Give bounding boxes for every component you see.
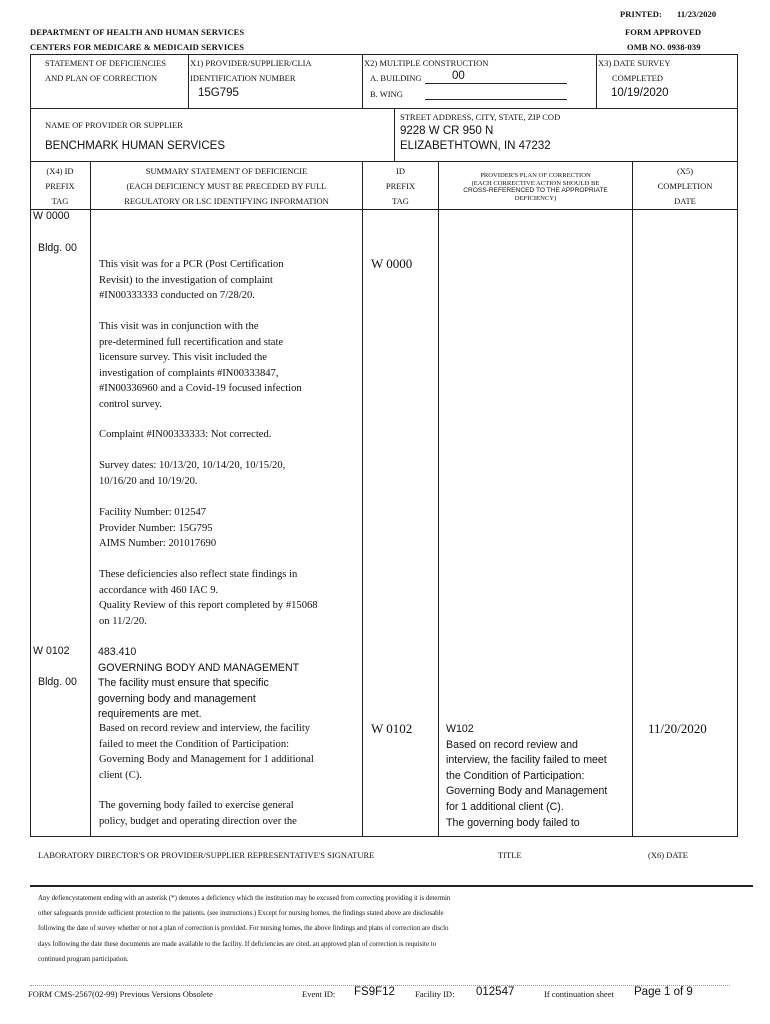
plan-header: PROVIDER'S PLAN OF CORRECTION xyxy=(480,172,591,179)
statement-label: STATEMENT OF DEFICIENCIES xyxy=(45,58,167,68)
wing-underline xyxy=(425,99,567,100)
signature-bottom-rule xyxy=(30,885,753,887)
form-number: FORM CMS-2567(02-99) Previous Versions Obsolete xyxy=(28,989,213,999)
x4-tag-header: TAG xyxy=(51,196,69,206)
regulation-text: 483.410 GOVERNING BODY AND MANAGEMENT The facility must ensure that specific governing body and management requirements are met. xyxy=(98,646,300,721)
x6-date-label: (X6) DATE xyxy=(648,850,688,860)
survey-date-value: 10/19/2020 xyxy=(611,87,669,99)
page-number: Page 1 of 9 xyxy=(634,986,693,998)
governing-body-paragraph: The governing body failed to exercise general policy, budget and operating direction over the xyxy=(99,800,297,827)
form-approved: FORM APPROVED xyxy=(625,27,702,37)
facility-numbers-paragraph: Facility Number: 012547 Provider Number: 15G795 AIMS Number: 201017690 xyxy=(99,507,217,550)
facility-id-value: 012547 xyxy=(476,986,515,998)
col-divider-2 xyxy=(362,161,363,836)
building-underline xyxy=(425,83,567,84)
plan-of-correction-label: AND PLAN OF CORRECTION xyxy=(45,73,158,83)
x1-label: X1) PROVIDER/SUPPLIER/CLIA xyxy=(190,58,312,68)
plan-subheader-2: CROSS-REFERENCED TO THE APPROPRIATE xyxy=(463,187,608,194)
address-line-2: ELIZABETHTOWN, IN 47232 xyxy=(400,140,551,152)
facility-id-label: Facility ID: xyxy=(415,989,455,999)
event-id-value: FS9F12 xyxy=(354,986,395,998)
col-divider-3 xyxy=(438,161,439,836)
tag-w0000-id: W 0000 xyxy=(371,256,413,271)
id-header: ID xyxy=(396,166,405,176)
summary-subheader-2: REGULATORY OR LSC IDENTIFYING INFORMATION xyxy=(124,196,329,206)
building-label: A. BUILDING xyxy=(370,73,422,83)
survey-dates-paragraph: Survey dates: 10/13/20, 10/14/20, 10/15/20, 10/16/20 and 10/19/20. xyxy=(99,460,286,487)
event-id-label: Event ID: xyxy=(302,989,336,999)
divider-x2 xyxy=(362,54,363,109)
column-header-bottom-border xyxy=(30,209,738,210)
signature-label: LABORATORY DIRECTOR'S OR PROVIDER/SUPPLIER REPRESENTATIVE'S SIGNATURE xyxy=(38,850,375,860)
top-box-top-border xyxy=(30,54,738,55)
date-header: DATE xyxy=(674,196,696,206)
state-findings-paragraph: These deficiencies also reflect state findings in accordance with 460 IAC 9. Quality Review of this report completed by #15068 on 11/2/20. xyxy=(99,569,318,627)
summary-header: SUMMARY STATEMENT OF DEFICIENCIE xyxy=(145,166,308,176)
printed-label: PRINTED: xyxy=(620,9,662,19)
top-box-middle-border xyxy=(30,108,738,109)
table-bottom-border xyxy=(30,836,738,837)
tag-w0102-id: W 0102 xyxy=(371,721,413,736)
id-tag-header: TAG xyxy=(392,196,409,206)
printed-date: 11/23/2020 xyxy=(677,9,717,19)
title-label: TITLE xyxy=(498,850,522,860)
survey-scope-paragraph: This visit was in conjunction with the pre-determined full recertification and state licensure survey. This visit included the investigation of complaints #IN00333847, #IN00336960 and a Covid-19 focused infection control survey. xyxy=(99,321,302,410)
wing-label: B. WING xyxy=(370,89,403,99)
address-line-1: 9228 W CR 950 N xyxy=(400,125,494,137)
divider-address xyxy=(394,108,395,162)
findings-paragraph: Based on record review and interview, the facility failed to meet the Condition of Participation: Governing Body and Management for 1 additional client (C). xyxy=(99,723,314,781)
divider-x1 xyxy=(188,54,189,109)
continuation-label: If continuation sheet xyxy=(544,989,614,999)
provider-name-value: BENCHMARK HUMAN SERVICES xyxy=(45,140,225,152)
right-border xyxy=(737,54,738,836)
plan-subheader-1: (EACH CORRECTIVE ACTION SHOULD BE xyxy=(471,180,600,187)
bldg-label: Bldg. 00 xyxy=(38,676,77,688)
completion-header: COMPLETION xyxy=(657,181,713,191)
divider-x3 xyxy=(596,54,597,109)
identification-number-label: IDENTIFICATION NUMBER xyxy=(190,73,296,83)
complaint-status-paragraph: Complaint #IN00333333: Not corrected. xyxy=(99,429,272,440)
department-title: DEPARTMENT OF HEALTH AND HUMAN SERVICES xyxy=(30,27,245,37)
plan-subheader-3: DEFICIENCY) xyxy=(514,195,557,202)
provider-name-label: NAME OF PROVIDER OR SUPPLIER xyxy=(45,120,183,130)
x4-id-header: (X4) ID xyxy=(46,166,74,176)
street-address-label: STREET ADDRESS, CITY, STATE, ZIP COD xyxy=(400,112,561,122)
omb-number: OMB NO. 0938-039 xyxy=(627,42,701,52)
building-value: 00 xyxy=(452,70,465,82)
plan-of-correction-text: W102 Based on record review and interview, the facility failed to meet the Condition of Participation: Governing Body and Management for 1 additional client (C). The governing body failed to xyxy=(446,723,608,829)
x4-prefix-header: PREFIX xyxy=(45,181,75,191)
x3-label: X3) DATE SURVEY xyxy=(598,58,671,68)
intro-paragraph: This visit was for a PCR (Post Certification Revisit) to the investigation of complaint #IN00333333 conducted on 7/28/20. xyxy=(99,259,284,302)
id-prefix-header: PREFIX xyxy=(385,181,416,191)
completed-label: COMPLETED xyxy=(612,73,663,83)
tag-w0102: W 0102 xyxy=(33,645,70,657)
centers-title: CENTERS FOR MEDICARE & MEDICAID SERVICES xyxy=(30,42,245,52)
x2-label: X2) MULTIPLE CONSTRUCTION xyxy=(364,58,489,68)
tag-w0000: W 0000 xyxy=(33,210,70,222)
bldg-label: Bldg. 00 xyxy=(38,242,77,254)
x5-header: (X5) xyxy=(676,166,694,176)
completion-date: 11/20/2020 xyxy=(648,721,707,736)
disclaimer-text: Any defiencystatement ending with an asterisk (*) denotes a deficiency which the institution may be excused from correcting providing it is determin other safeguards provide sufficient protection to the patients. (see instructions.) Except for nursing homes, the findings stated above are disclosable following the date of survey whether or not a plan of correction is provided. For nursing homes, the above findings and plans of correction are disclo days following the date these documents are made available to the facility. If deficiencies are cited, an approved plan of correction is requisite to continued program participation. xyxy=(38,895,451,963)
col-divider-4 xyxy=(632,161,633,836)
summary-subheader-1: (EACH DEFICIENCY MUST BE PRECEDED BY FULL xyxy=(126,181,327,191)
col-divider-1 xyxy=(90,161,91,836)
provider-id-value: 15G795 xyxy=(198,87,239,99)
